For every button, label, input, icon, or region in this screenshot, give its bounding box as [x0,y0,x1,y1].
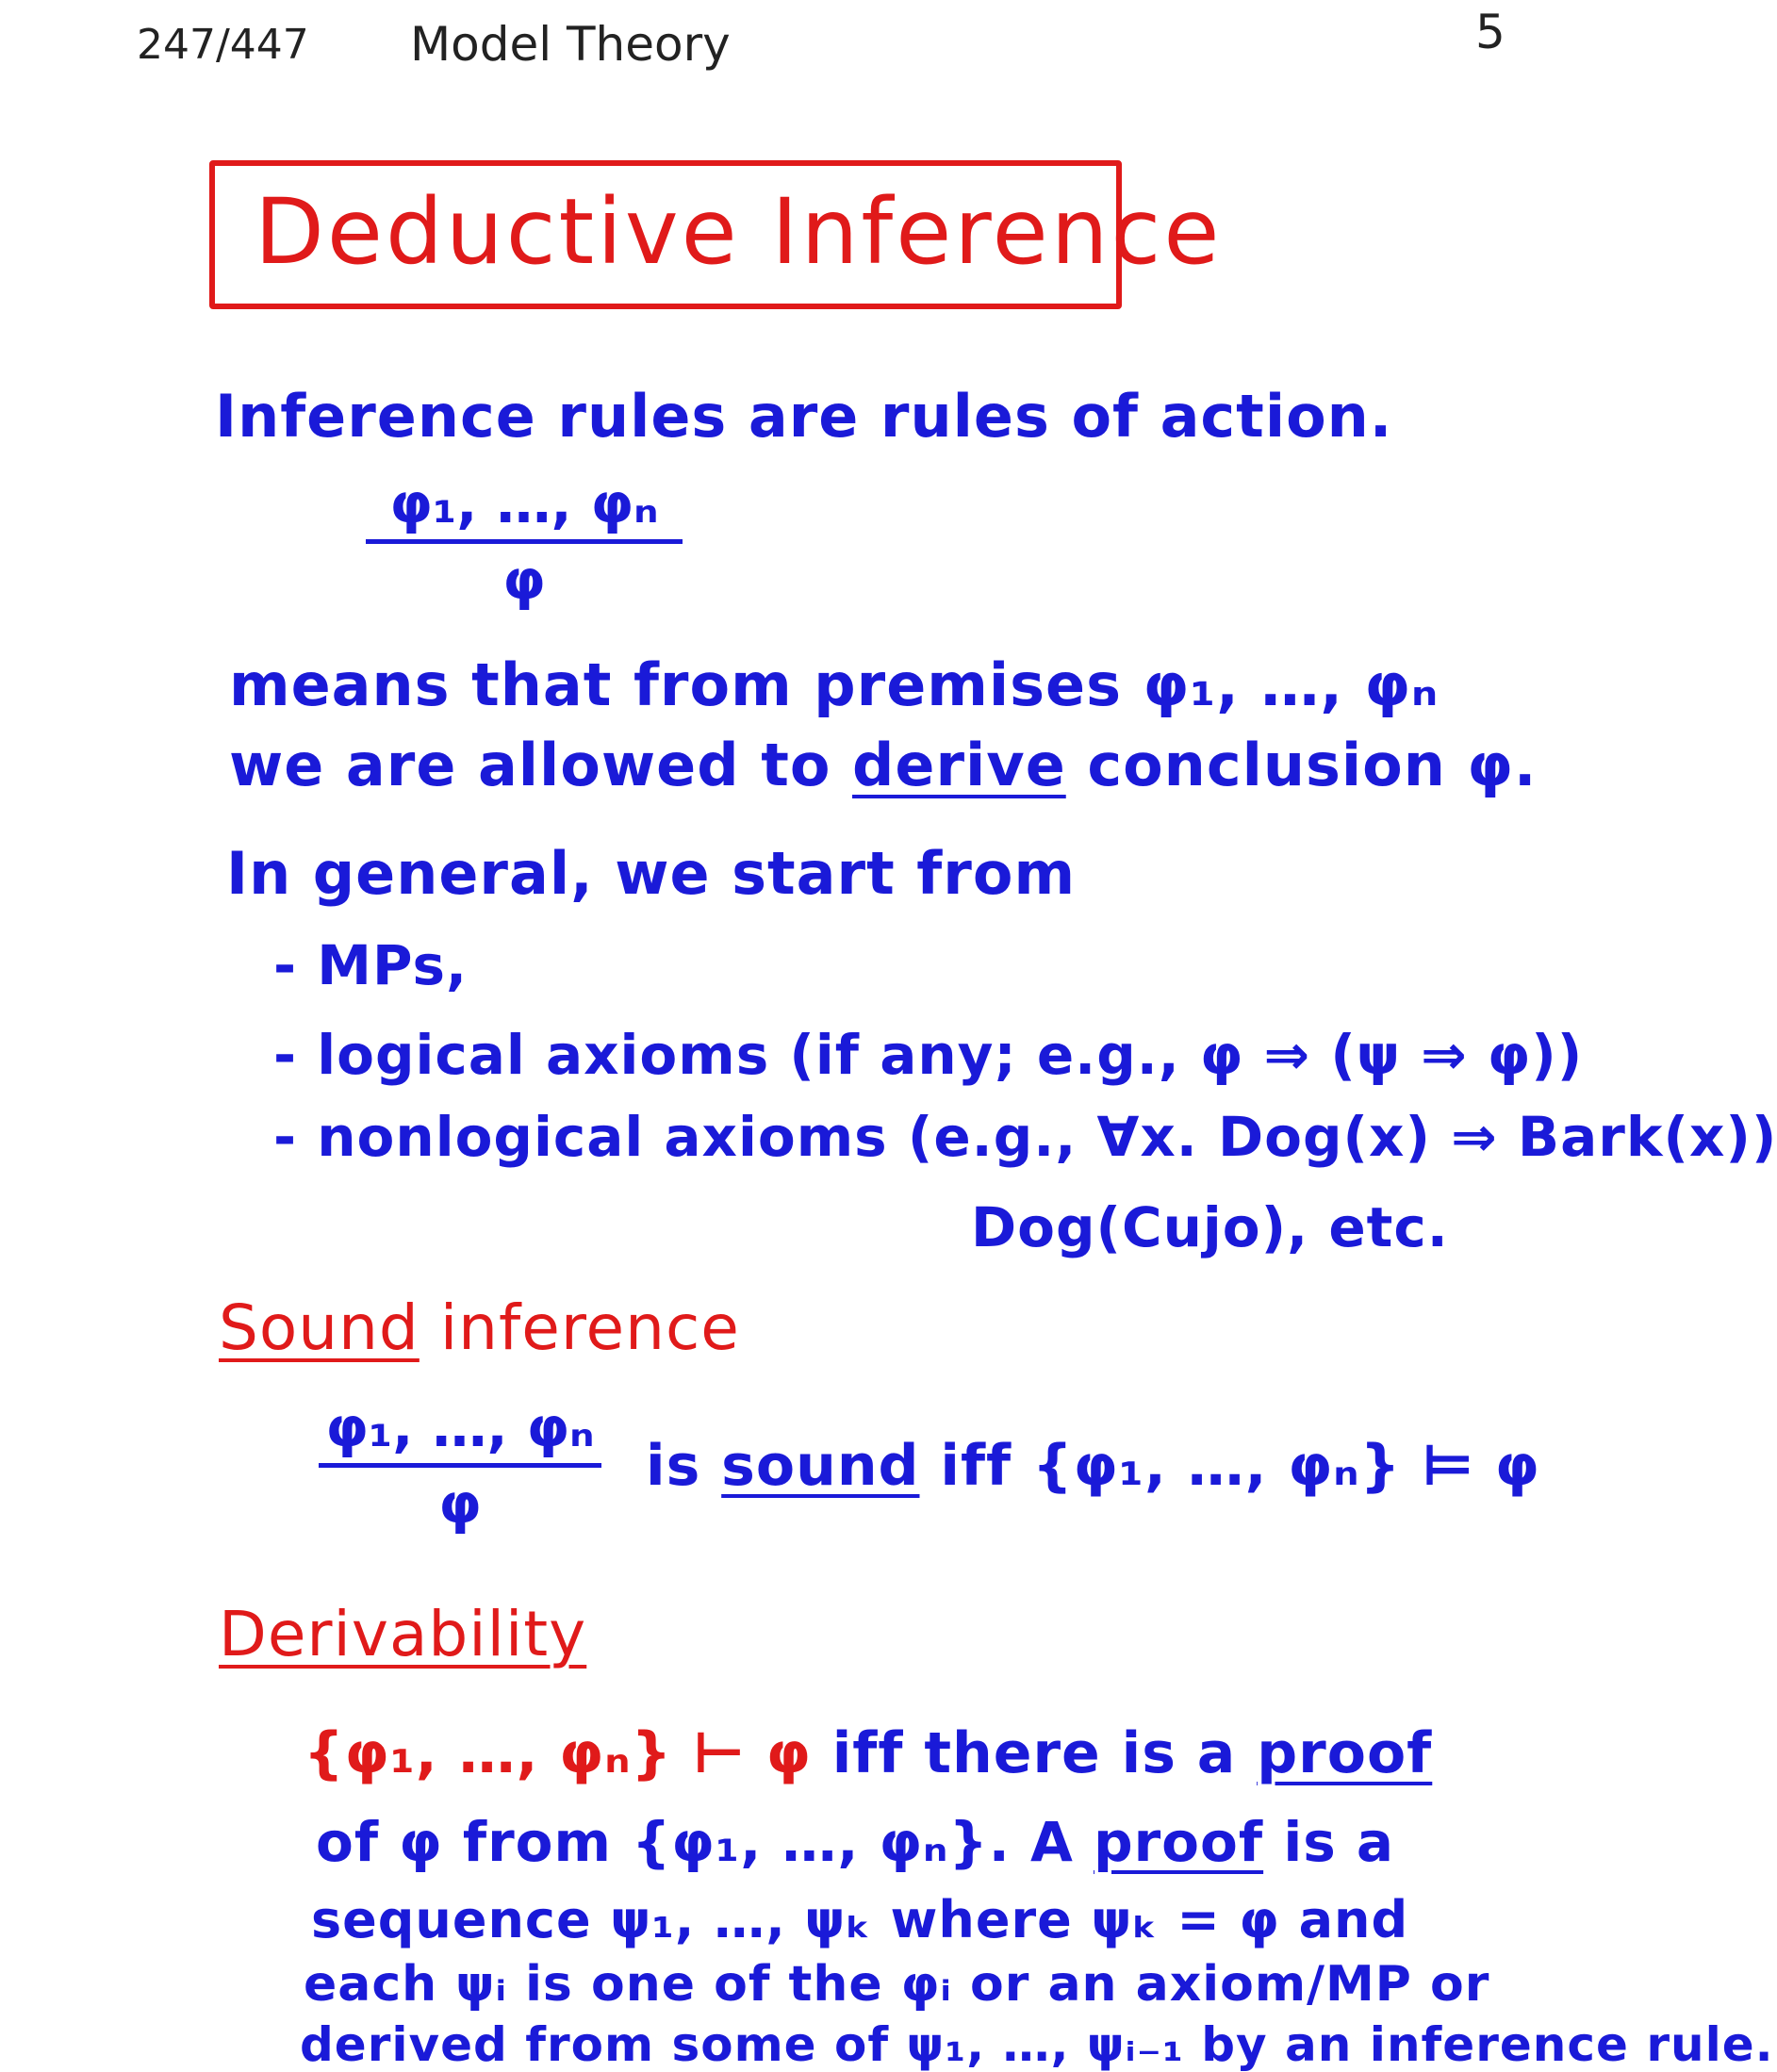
proof-emphasis-2: proof [1094,1810,1264,1874]
list-item-logical-axioms: - logical axioms (if any; e.g., φ ⇒ (ψ ⇒ φ)) [273,1023,1584,1087]
derivability-heading: Derivability [219,1598,587,1670]
derivability-line-4: each ψᵢ is one of the φᵢ or an axiom/MP or [304,1956,1490,2013]
intro-line-3-post: conclusion φ. [1065,731,1538,799]
sound-definition [646,1433,1540,1499]
proof-emphasis-1: proof [1257,1720,1433,1786]
inference-rule-fraction [366,471,683,612]
intro-line-2: means that from premises φ₁, …, φₙ [229,650,1440,719]
derivability-line-1-pre: iff there is a [811,1720,1258,1786]
fraction-numerator: φ₁, …, φₙ [325,1395,595,1459]
page-number: 5 [1475,5,1506,59]
sound-def-pre: is [646,1433,722,1499]
derivability-line-3: sequence ψ₁, …, ψₖ where ψₖ = φ and [311,1890,1409,1949]
list-item-mps: - MPs, [273,933,469,997]
fraction-denominator: φ [438,1472,482,1536]
sound-heading-rest: inference [419,1291,740,1364]
fraction-bar [366,539,683,544]
fraction-numerator: φ₁, …, φₙ [389,471,659,535]
derivability-line-2 [316,1810,1394,1874]
sound-def-post: iff {φ₁, …, φₙ} ⊨ φ [919,1433,1540,1499]
page-title: Deductive Inference [255,179,1223,285]
list-item-nonlogical-axioms-cont: Dog(Cujo), etc. [971,1195,1449,1259]
derivability-line-2-post: is a [1263,1810,1395,1874]
sound-emphasis: sound [721,1433,920,1499]
course-number: 247/447 [137,21,309,69]
derive-emphasis: derive [852,731,1066,799]
intro-line-1: Inference rules are rules of action. [215,382,1393,451]
sound-rule-fraction [319,1395,601,1536]
intro-line-3-pre: we are allowed to [229,731,853,799]
derivability-line-2-pre: of φ from {φ₁, …, φₙ}. A [316,1810,1094,1874]
sound-heading-emph: Sound [219,1291,420,1364]
derivability-line-1 [304,1720,1432,1786]
derivability-formula: {φ₁, …, φₙ} ⊢ φ [304,1720,812,1786]
intro-line-4: In general, we start from [226,839,1077,908]
fraction-bar [319,1463,601,1468]
course-title: Model Theory [410,17,731,72]
list-item-nonlogical-axioms: - nonlogical axioms (e.g., ∀x. Dog(x) ⇒ Bark(x)) [273,1105,1777,1169]
fraction-denominator: φ [502,548,546,612]
sound-inference-heading [219,1291,740,1364]
derivability-line-5: derived from some of ψ₁, …, ψᵢ₋₁ by an inference rule. [300,2017,1774,2072]
intro-line-3 [229,731,1538,799]
